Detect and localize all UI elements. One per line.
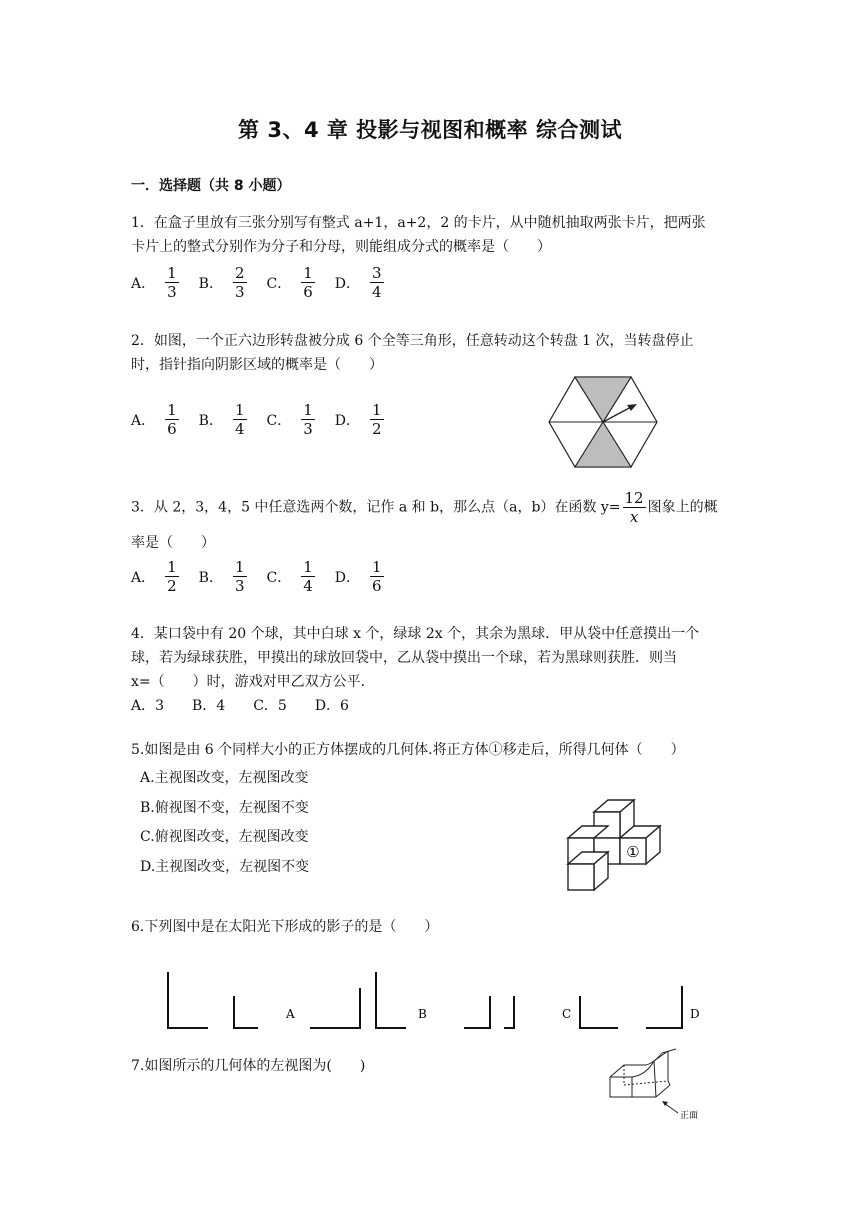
option-label: A． <box>131 275 156 292</box>
fraction-denominator: 4 <box>234 420 245 438</box>
q1-option-b <box>199 264 247 301</box>
question-5-option-b: B.俯视图不变，左视图不变 <box>140 799 309 816</box>
q2-option-a <box>131 401 179 438</box>
fraction-denominator: x <box>629 508 639 526</box>
option-fraction <box>233 264 247 301</box>
question-1-stem <box>131 211 731 259</box>
question-5-option-a: A.主视图改变，左视图改变 <box>140 770 309 786</box>
option-label: A． <box>131 569 156 586</box>
option-label: D． <box>334 275 361 292</box>
q1-option-a <box>131 264 179 301</box>
q1-option-d <box>335 264 384 301</box>
q2-option-b <box>199 401 247 438</box>
shadow-label-d: D <box>690 1007 700 1021</box>
q3-option-b <box>199 558 247 595</box>
cube-stack-figure <box>562 798 666 894</box>
fraction-denominator: 4 <box>372 283 382 301</box>
option-label: C． <box>266 569 292 586</box>
option-fraction <box>301 264 315 301</box>
page-title: 第 3、4 章 投影与视图和概率 综合测试 <box>238 118 622 142</box>
option-fraction <box>233 558 247 595</box>
option-fraction <box>301 401 315 438</box>
question-3-options <box>131 558 404 595</box>
hexagon-spinner-figure <box>547 374 659 470</box>
fraction-denominator: 2 <box>167 577 177 595</box>
fraction-numerator: 2 <box>234 264 245 282</box>
question-3-line1 <box>131 489 741 526</box>
fraction-denominator: 3 <box>234 283 245 301</box>
question-2-line2: 时，指针指向阴影区域的概率是（ ） <box>131 357 383 373</box>
option-label: C． <box>266 275 292 292</box>
option-label: D． <box>334 412 361 429</box>
q1-option-c <box>267 264 315 301</box>
question-5-stem: 5.如图是由 6 个同样大小的正方体摆成的几何体.将正方体①移走后，所得几何体（ ） <box>131 742 685 758</box>
section-heading: 一．选择题（共 8 小题） <box>131 178 291 194</box>
fraction-denominator: 2 <box>372 420 382 438</box>
fraction-numerator: 1 <box>167 401 177 419</box>
option-fraction <box>370 401 384 438</box>
question-3-post: 图象上的概 <box>647 499 718 516</box>
question-5-option-d: D.主视图改变，左视图不变 <box>140 858 310 875</box>
question-4-line3: x=（ ）时，游戏对甲乙双方公平． <box>131 674 375 690</box>
fraction-denominator: 3 <box>303 420 313 438</box>
fraction-numerator: 1 <box>303 401 313 419</box>
option-fraction <box>370 558 384 595</box>
question-5-option-c: C.俯视图改变，左视图改变 <box>140 829 309 845</box>
shadow-label-a: A <box>286 1007 295 1021</box>
question-5-options <box>140 764 309 882</box>
cube-mark: ① <box>626 843 640 861</box>
fraction-denominator: 6 <box>303 283 313 301</box>
fraction-numerator: 1 <box>167 558 177 576</box>
fraction-numerator: 1 <box>303 264 313 282</box>
fraction-numerator: 12 <box>624 489 644 507</box>
question-1-line1: 1．在盒子里放有三张分别写有整式 a+1，a+2，2 的卡片，从中随机抽取两张卡片，把两张 <box>131 215 706 231</box>
option-fraction <box>370 264 384 301</box>
question-4-options: A．3 B．4 C．5 D．6 <box>131 698 349 714</box>
solid-figure <box>606 1047 710 1121</box>
option-fraction <box>301 558 315 595</box>
option-fraction <box>233 401 247 438</box>
shadow-label-c: C <box>562 1007 572 1021</box>
fraction-numerator: 1 <box>234 558 245 576</box>
fraction-denominator: 3 <box>234 577 245 595</box>
question-4-line1: 4．某口袋中有 20 个球，其中白球 x 个，绿球 2x 个，其余为黑球．甲从袋中任意摸出一个 <box>131 626 700 642</box>
q2-option-c <box>267 401 315 438</box>
fraction-denominator: 3 <box>167 283 177 301</box>
question-3-stem <box>131 489 741 558</box>
fraction-numerator: 1 <box>303 558 313 576</box>
question-7-stem: 7.如图所示的几何体的左视图为( ) <box>131 1058 366 1074</box>
q3-option-d <box>335 558 384 595</box>
question-2-line1: 2．如图，一个正六边形转盘被分成 6 个全等三角形，任意转动这个转盘 1 次，当转盘停止 <box>131 333 694 349</box>
front-label: 正面 <box>680 1111 699 1121</box>
q2-option-d <box>335 401 384 438</box>
q3-option-a <box>131 558 179 595</box>
fraction-denominator: 6 <box>167 420 177 438</box>
question-2-options <box>131 401 404 438</box>
option-label: B． <box>198 569 223 586</box>
option-label: C． <box>266 412 292 429</box>
fraction-denominator: 4 <box>303 577 313 595</box>
fraction-numerator: 1 <box>234 401 245 419</box>
option-fraction <box>165 401 179 438</box>
function-fraction <box>623 489 646 526</box>
question-3-pre: 3．从 2，3，4，5 中任意选两个数，记作 a 和 b，那么点（a，b）在函数 y= <box>131 499 621 516</box>
fraction-numerator: 1 <box>372 401 382 419</box>
question-1-options <box>131 264 404 301</box>
q3-option-c <box>267 558 315 595</box>
fraction-numerator: 1 <box>372 558 382 576</box>
question-3-line2: 率是（ ） <box>131 535 215 551</box>
fraction-numerator: 3 <box>372 264 382 282</box>
option-fraction <box>165 264 179 301</box>
option-fraction <box>165 558 179 595</box>
option-label: D． <box>334 569 361 586</box>
question-1-line2: 卡片上的整式分别作为分子和分母，则能组成分式的概率是（ ） <box>131 239 551 255</box>
fraction-numerator: 1 <box>167 264 177 282</box>
question-6-stem: 6.下列图中是在太阳光下形成的影子的是（ ） <box>131 919 439 935</box>
question-4-line2: 球，若为绿球获胜，甲摸出的球放回袋中，乙从袋中摸出一个球，若为黑球则获胜．则当 <box>131 650 677 666</box>
option-label: A． <box>131 412 156 429</box>
option-label: B． <box>198 412 223 429</box>
shadow-label-b: B <box>418 1007 427 1021</box>
fraction-denominator: 6 <box>372 577 382 595</box>
shadow-options-figure <box>160 968 700 1032</box>
option-label: B． <box>198 275 223 292</box>
question-2-stem <box>131 329 731 377</box>
question-4-stem <box>131 622 731 718</box>
